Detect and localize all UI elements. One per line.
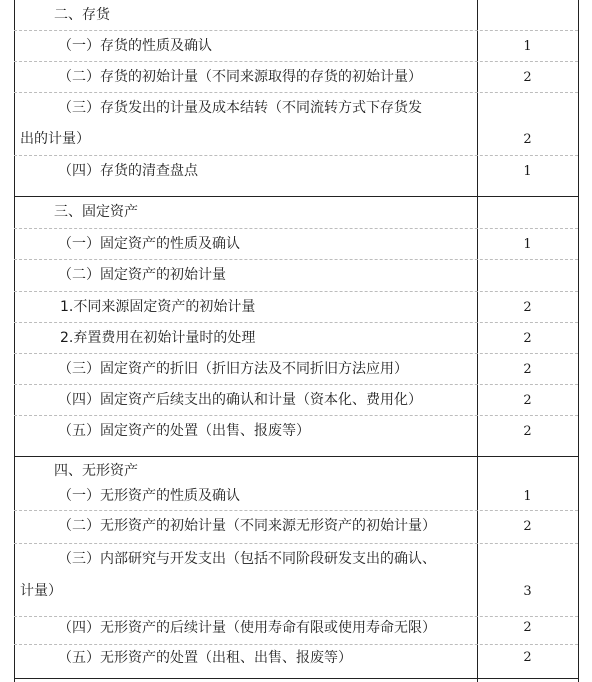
item-text: （二）存货的初始计量（不同来源取得的存货的初始计量） <box>58 69 422 85</box>
section-header-row <box>14 0 578 31</box>
table-row <box>14 292 578 323</box>
table-row <box>14 617 578 645</box>
item-text: （一）固定资产的性质及确认 <box>58 236 240 252</box>
item-score: 1 <box>523 237 532 252</box>
item-score: 2 <box>523 620 532 635</box>
item-score: 2 <box>523 519 532 534</box>
item-score: 2 <box>523 331 532 346</box>
table-row <box>14 544 578 617</box>
section-header-row <box>14 457 578 483</box>
table-row <box>14 229 578 260</box>
section-title: 四、无形资产 <box>54 463 138 479</box>
item-score: 2 <box>523 393 532 408</box>
item-text: （四）无形资产的后续计量（使用寿命有限或使用寿命无限） <box>58 620 436 636</box>
item-text: （五）无形资产的处置（出租、出售、报废等） <box>58 650 352 666</box>
table-row <box>14 260 578 292</box>
section-header-row <box>14 197 578 229</box>
item-score: 2 <box>523 362 532 377</box>
table-row <box>14 31 578 62</box>
item-text: （四）存货的清查盘点 <box>58 163 198 179</box>
item-text-line2: 计量） <box>20 583 62 599</box>
item-score: 2 <box>523 300 532 315</box>
item-score: 2 <box>523 70 532 85</box>
table-row <box>14 354 578 385</box>
item-score: 1 <box>523 164 532 179</box>
item-score: 2 <box>523 650 532 665</box>
section-title: 三、固定资产 <box>54 204 138 220</box>
table-row <box>14 645 578 675</box>
table-row <box>14 156 578 197</box>
table-row <box>14 62 578 93</box>
item-text: （二）固定资产的初始计量 <box>58 267 226 283</box>
table-row <box>14 323 578 354</box>
table-row <box>14 416 578 457</box>
section-title: 二、存货 <box>54 7 110 23</box>
table-right-border <box>578 0 579 682</box>
item-text: （四）固定资产后续支出的确认和计量（资本化、费用化） <box>58 392 422 408</box>
table-row <box>14 385 578 416</box>
table-bottom-border <box>14 678 578 679</box>
item-text-line2: 出的计量） <box>20 131 90 147</box>
table-row <box>14 483 578 511</box>
item-text-line1: （三）存货发出的计量及成本结转（不同流转方式下存货发 <box>58 100 422 116</box>
item-score: 3 <box>523 584 532 599</box>
item-text: （三）固定资产的折旧（折旧方法及不同折旧方法应用） <box>58 361 408 377</box>
item-text: （一）无形资产的性质及确认 <box>58 488 240 504</box>
item-text: （五）固定资产的处置（出售、报废等） <box>58 423 310 439</box>
item-text-line1: （三）内部研究与开发支出（包括不同阶段研发支出的确认、 <box>58 551 436 567</box>
item-text: （二）无形资产的初始计量（不同来源无形资产的初始计量） <box>58 518 436 534</box>
item-score: 2 <box>523 132 532 147</box>
item-score: 2 <box>523 424 532 439</box>
item-text: （一）存货的性质及确认 <box>58 38 212 54</box>
item-score: 1 <box>523 489 532 504</box>
table-row <box>14 93 578 156</box>
item-text: 2.弃置费用在初始计量时的处理 <box>60 330 256 346</box>
item-text: 1.不同来源固定资产的初始计量 <box>60 299 256 315</box>
table-row <box>14 511 578 544</box>
item-score: 1 <box>523 39 532 54</box>
